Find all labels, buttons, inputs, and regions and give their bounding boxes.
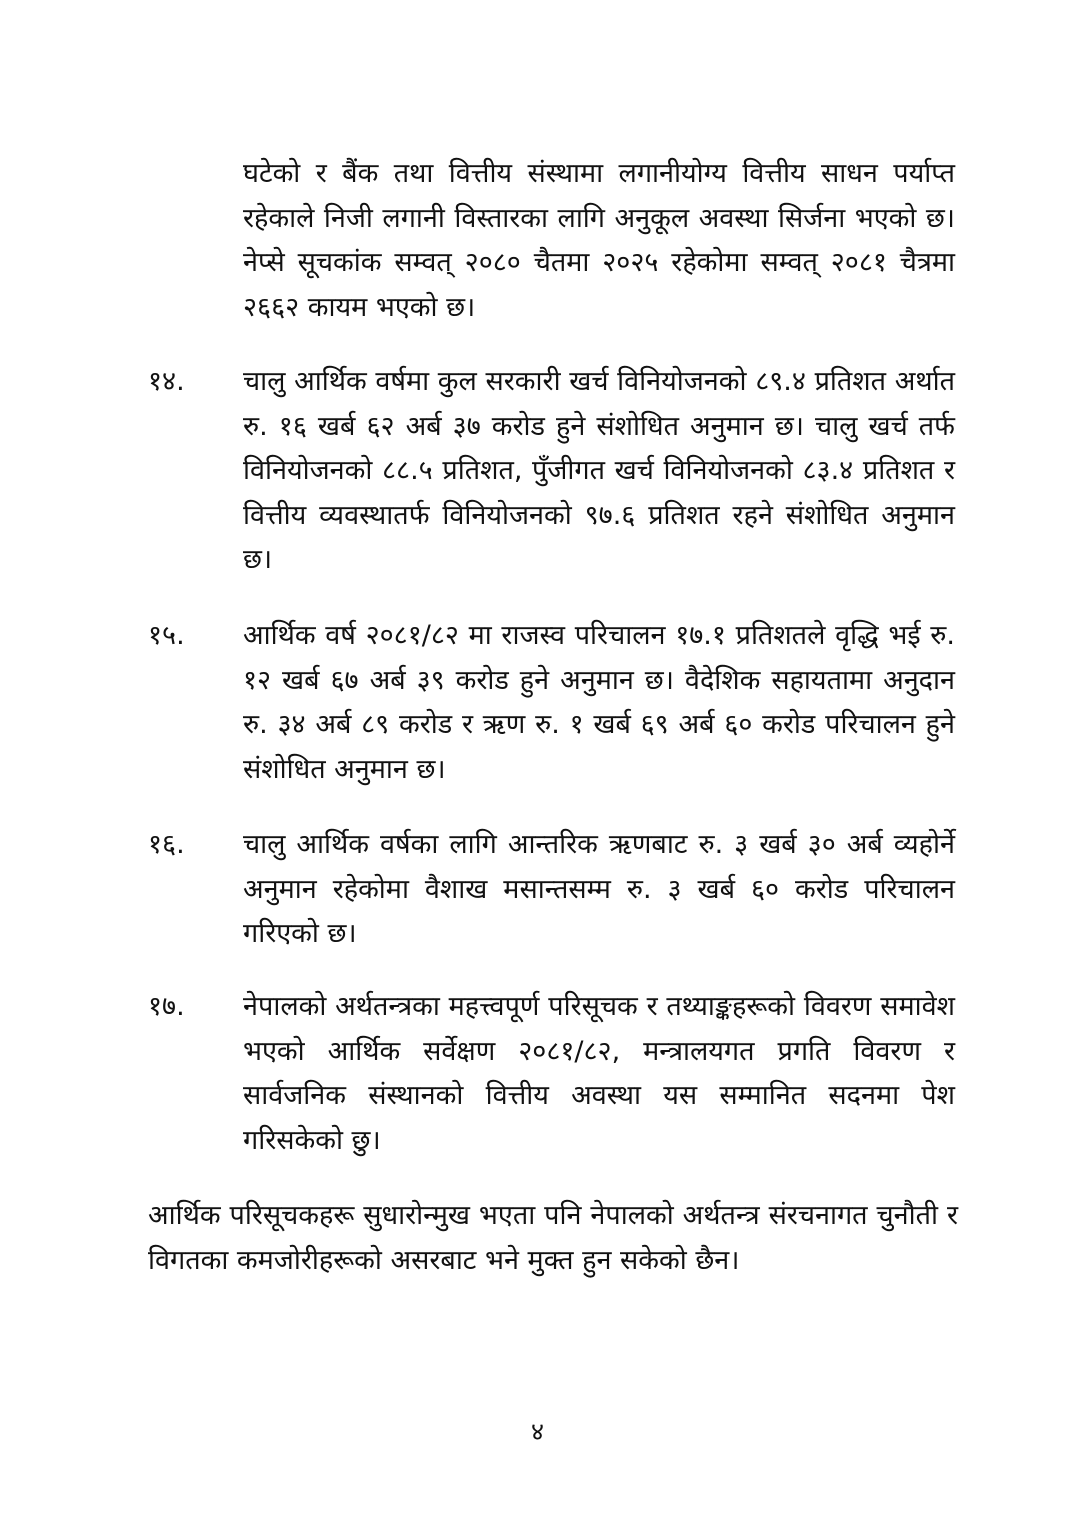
paragraph-number: १४. <box>148 366 185 397</box>
paragraph-number: १५. <box>148 620 185 651</box>
paragraph-15: आर्थिक वर्ष २०८१/८२ मा राजस्व परिचालन १७.१ प्रतिशतले वृद्धि भई रु. १२ खर्ब ६७ अर्ब ३९ करोड हुने अनुमान छ। वैदेशिक सहायतामा अनुदान रु. ३४ अर्ब ८९ करोड र ऋण रु. १ खर्ब ६९ अर्ब ६० करोड परिचालन हुने संशोधित अनुमान छ। <box>243 620 955 785</box>
paragraph-closing: आर्थिक परिसूचकहरू सुधारोन्मुख भएता पनि नेपालको अर्थतन्त्र संरचनागत चुनौती र विगतका कमजोरीहरूको असरबाट भने मुक्त हुन सकेको छैन। <box>148 1200 958 1276</box>
paragraph-number: १७. <box>148 991 185 1022</box>
paragraph-number: १६. <box>148 829 185 860</box>
paragraph-14: चालु आर्थिक वर्षमा कुल सरकारी खर्च विनियोजनको ८९.४ प्रतिशत अर्थात रु. १६ खर्ब ६२ अर्ब ३७ करोड हुने संशोधित अनुमान छ। चालु खर्च तर्फ विनियोजनको ८८.५ प्रतिशत, पुँजीगत खर्च विनियोजनको ८३.४ प्रतिशत र वित्तीय व्यवस्थातर्फ विनियोजनको ९७.६ प्रतिशत रहने संशोधित अनुमान छ। <box>243 366 955 575</box>
paragraph-continuation: घटेको र बैंक तथा वित्तीय संस्थामा लगानीयोग्य वित्तीय साधन पर्याप्त रहेकाले निजी लगानी विस्तारका लागि अनुकूल अवस्था सिर्जना भएको छ। नेप्से सूचकांक सम्वत् २०८० चैतमा २०२५ रहेकोमा सम्वत् २०८१ चैत्रमा २६६२ कायम भएको छ। <box>243 158 955 323</box>
paragraph-16: चालु आर्थिक वर्षका लागि आन्तरिक ऋणबाट रु. ३ खर्ब ३० अर्ब व्यहोर्ने अनुमान रहेकोमा वैशाख मसान्तसम्म रु. ३ खर्ब ६० करोड परिचालन गरिएको छ। <box>243 829 955 949</box>
page-number: ४ <box>530 1417 544 1446</box>
paragraph-17: नेपालको अर्थतन्त्रका महत्त्वपूर्ण परिसूचक र तथ्याङ्कहरूको विवरण समावेश भएको आर्थिक सर्वेक्षण २०८१/८२, मन्त्रालयगत प्रगति विवरण र सार्वजनिक संस्थानको वित्तीय अवस्था यस सम्मानित सदनमा पेश गरिसकेको छु। <box>243 991 955 1156</box>
